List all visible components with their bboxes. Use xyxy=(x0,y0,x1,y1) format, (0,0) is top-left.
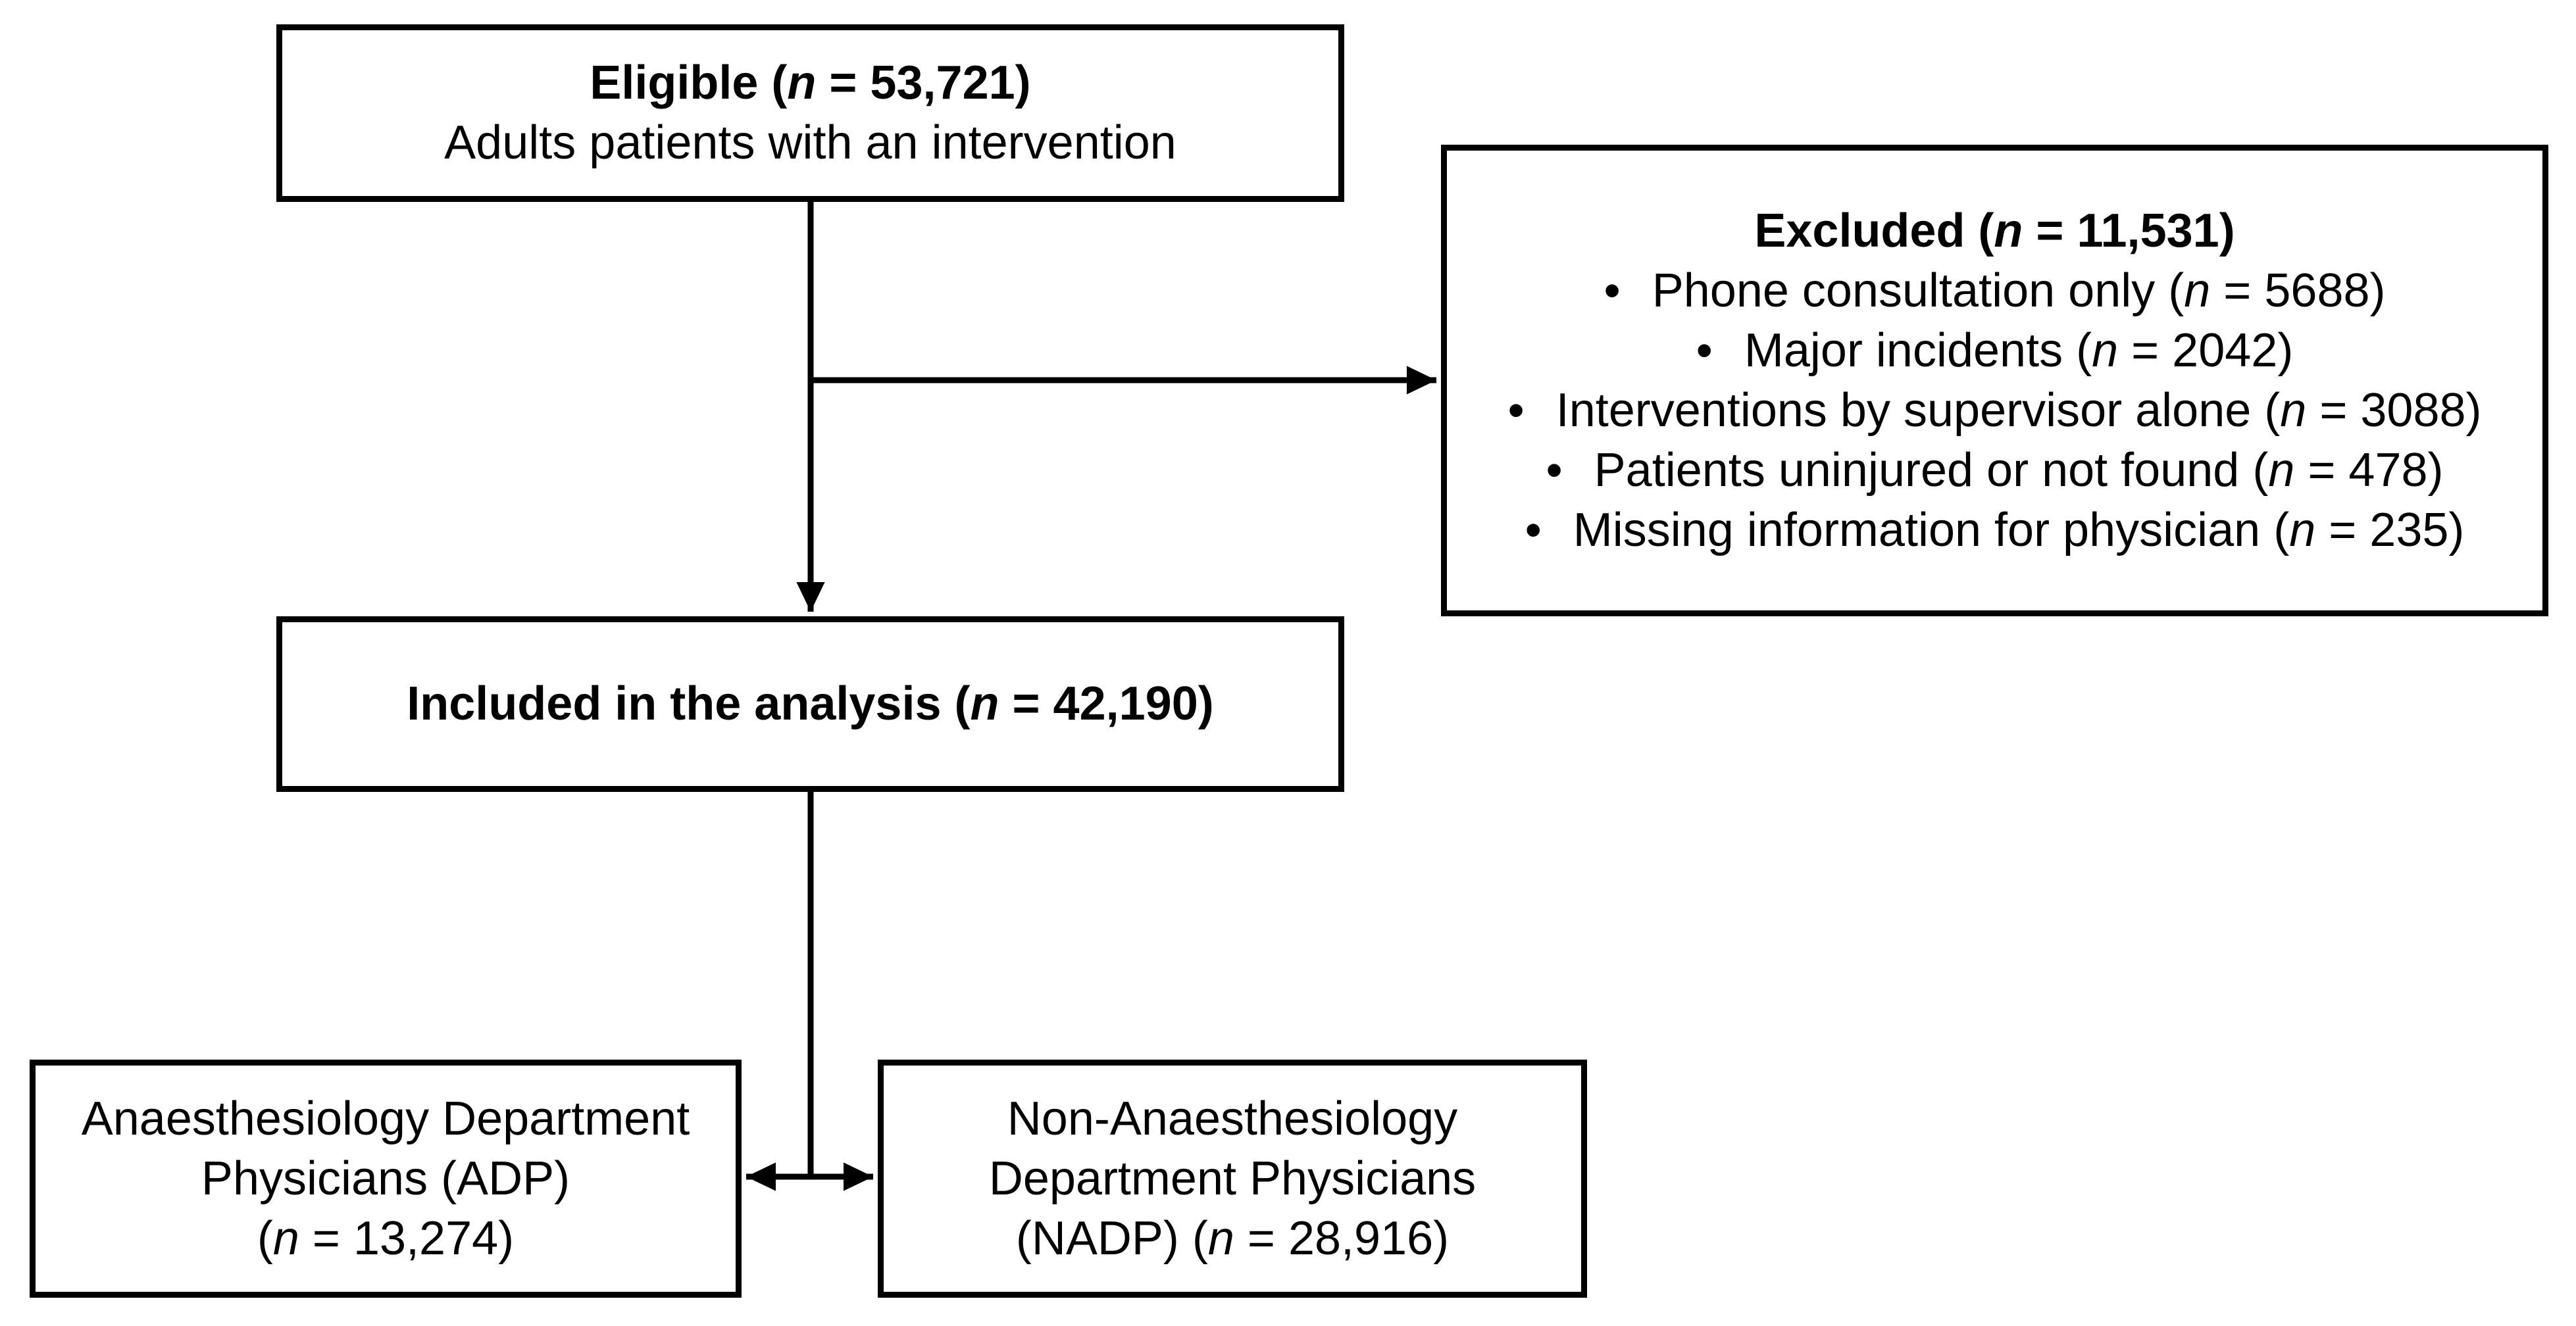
included-title-text: Included in the analysis ( xyxy=(407,677,971,730)
included-box xyxy=(276,616,1344,792)
excluded-item xyxy=(1525,501,2465,560)
item-count: = 5688) xyxy=(2210,264,2386,317)
bullet-icon: • xyxy=(1507,383,1525,437)
bullet-icon: • xyxy=(1525,503,1542,556)
n-variable: n xyxy=(2092,324,2119,377)
n-variable: n xyxy=(787,57,817,109)
item-count: = 2042) xyxy=(2118,324,2294,377)
item-text: Major incidents ( xyxy=(1744,324,2092,377)
adp-box xyxy=(30,1060,742,1298)
n-variable: n xyxy=(2184,264,2211,317)
included-title xyxy=(407,674,1213,734)
adp-count-value: = 13,274) xyxy=(299,1212,515,1265)
n-variable: n xyxy=(2268,443,2295,497)
adp-count-pre: ( xyxy=(257,1212,273,1265)
item-count: = 3088) xyxy=(2306,383,2482,437)
n-variable: n xyxy=(1994,204,2023,257)
bullet-icon: • xyxy=(1546,443,1563,497)
n-variable: n xyxy=(970,677,999,730)
nadp-line2: Department Physicians xyxy=(988,1152,1477,1205)
included-count: = 42,190) xyxy=(999,677,1214,730)
bullet-icon: • xyxy=(1604,264,1621,317)
n-variable: n xyxy=(2289,503,2316,556)
excluded-item xyxy=(1604,261,2386,321)
item-text: Phone consultation only ( xyxy=(1652,264,2185,317)
nadp-box xyxy=(878,1060,1587,1298)
excluded-item xyxy=(1507,381,2481,441)
bullet-icon: • xyxy=(1696,324,1713,377)
adp-count xyxy=(257,1209,514,1269)
item-count: = 478) xyxy=(2294,443,2444,497)
nadp-count xyxy=(1016,1209,1449,1269)
item-text: Patients uninjured or not found ( xyxy=(1594,443,2269,497)
eligible-title-text: Eligible ( xyxy=(590,57,788,109)
excluded-count: = 11,531) xyxy=(2023,204,2235,257)
nadp-count-value: = 28,916) xyxy=(1234,1212,1450,1265)
adp-line1: Anaesthesiology Department xyxy=(81,1092,690,1145)
item-count: = 235) xyxy=(2315,503,2465,556)
excluded-item xyxy=(1696,321,2294,381)
excluded-box xyxy=(1441,145,2548,616)
item-text: Missing information for physician ( xyxy=(1573,503,2290,556)
excluded-title xyxy=(1754,201,2235,261)
n-variable: n xyxy=(272,1212,299,1265)
eligible-box xyxy=(276,24,1344,202)
excluded-item xyxy=(1546,441,2443,501)
nadp-count-pre: (NADP) ( xyxy=(1015,1212,1208,1265)
item-text: Interventions by supervisor alone ( xyxy=(1555,383,2281,437)
excluded-title-text: Excluded ( xyxy=(1754,204,1994,257)
n-variable: n xyxy=(1207,1212,1234,1265)
nadp-line1: Non-Anaesthesiology xyxy=(1007,1092,1458,1145)
adp-line2: Physicians (ADP) xyxy=(201,1152,570,1205)
eligible-count: = 53,721) xyxy=(816,57,1031,109)
n-variable: n xyxy=(2280,383,2307,437)
eligible-title xyxy=(590,53,1030,113)
eligible-subtitle: Adults patients with an intervention xyxy=(444,116,1176,169)
